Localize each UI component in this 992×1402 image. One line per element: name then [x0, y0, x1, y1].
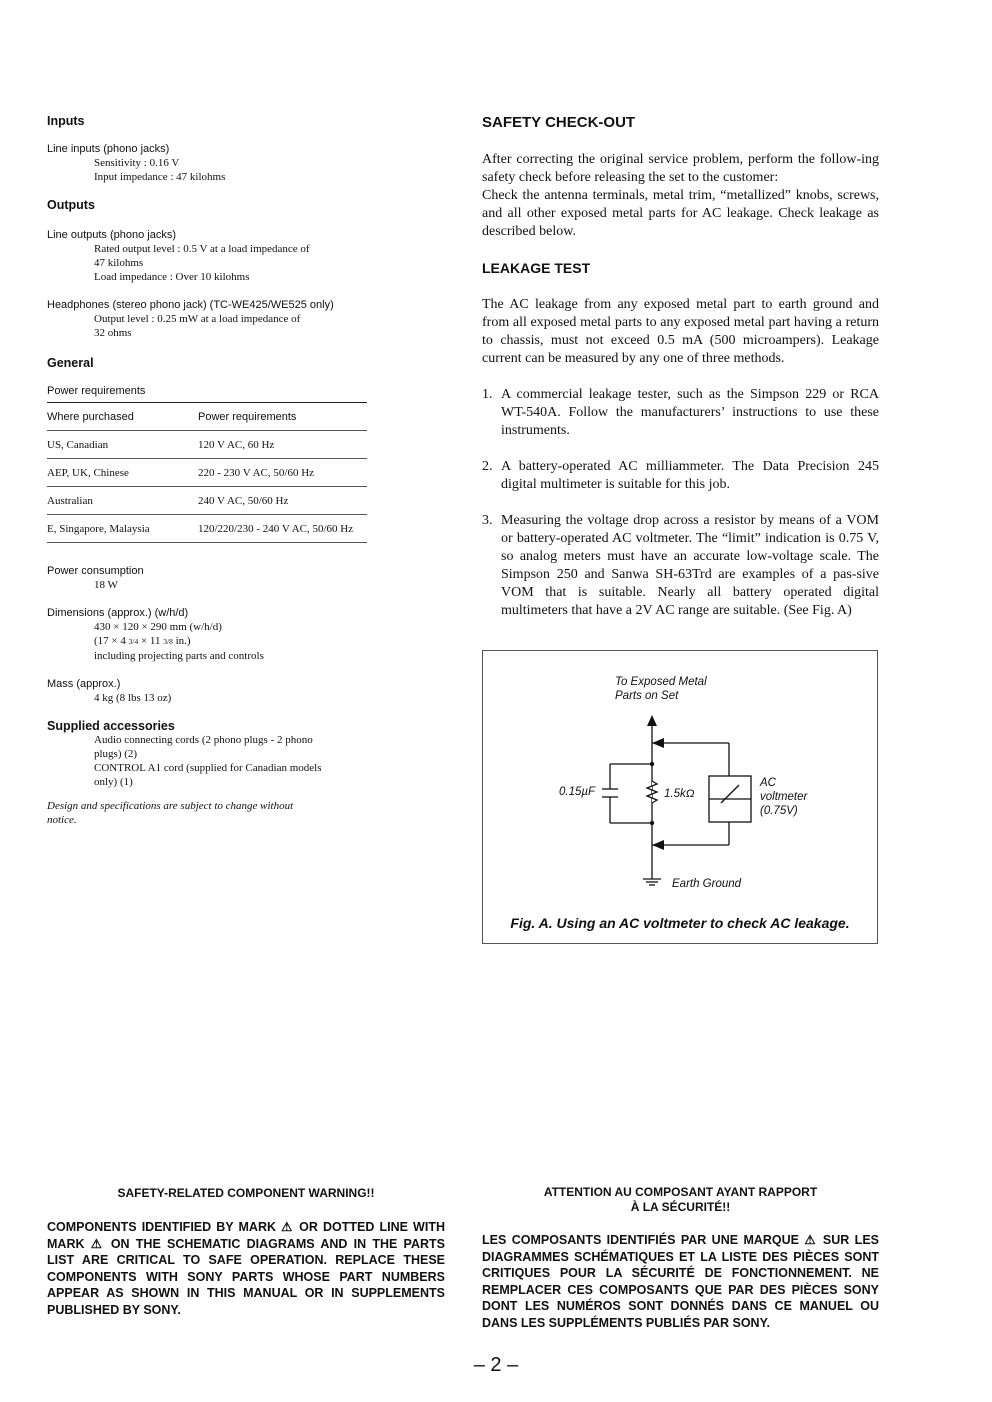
figure-caption: Fig. A. Using an AC voltmeter to check AC leakage.	[510, 915, 850, 931]
input-sensitivity: Sensitivity : 0.16 V	[94, 157, 180, 169]
safety-warning-english	[47, 1186, 445, 1318]
table-cell: 240 V AC, 50/60 Hz	[198, 487, 367, 515]
general-heading: General	[47, 356, 94, 370]
table-cell: AEP, UK, Chinese	[47, 459, 198, 487]
left-arrow-top	[652, 738, 664, 748]
warning-title-line-2: À LA SÉCURITÉ!!	[630, 1200, 731, 1214]
table-row	[47, 487, 367, 515]
table-row	[47, 515, 367, 543]
dimensions-block	[47, 606, 377, 663]
power-consumption-value: 18 W	[94, 579, 118, 591]
power-consumption-label: Power consumption	[47, 565, 144, 577]
method-item: 3. Measuring the voltage drop across a resistor by means of a VOM or battery-operated AC voltmeter. The “limit” indication is 0.75 V, so analog meters must have an accurate low-voltage scale. The Simpson 250 and Sanwa SH-63Trd are examples of a pas-sive VOM that is suitable. Nearly all battery operated digital multimeters that have a 2V AC range are suitable. (See Fig. A)	[482, 513, 879, 618]
power-requirements-label: Power requirements	[47, 385, 146, 397]
mass-value: 4 kg (8 lbs 13 oz)	[94, 692, 172, 704]
accessories-list	[47, 733, 377, 789]
mass-label: Mass (approx.)	[47, 678, 121, 690]
headphones-label: Headphones (stereo phono jack) (TC-WE425/WE525 only)	[47, 299, 334, 311]
line-inputs-block	[47, 142, 377, 184]
table-header-cell: Where purchased	[47, 403, 198, 431]
table-cell: Australian	[47, 487, 198, 515]
resistor-symbol	[647, 781, 657, 803]
resistor-label: 1.5kΩ	[664, 788, 695, 800]
line-inputs-label: Line inputs (phono jacks)	[47, 143, 170, 155]
outputs-heading: Outputs	[47, 198, 95, 212]
table-cell: 120 V AC, 60 Hz	[198, 431, 367, 459]
dimensions-note: including projecting parts and controls	[94, 650, 264, 662]
headphones-block	[47, 298, 377, 340]
junction-dot	[650, 821, 654, 825]
safety-intro-check: Check the antenna terminals, metal trim, “metallized” knobs, screws, and all other exposed metal parts for AC leakage. Check leakage as described below.	[482, 188, 879, 239]
mass-block	[47, 677, 377, 705]
safety-warning-french	[482, 1185, 879, 1331]
voltmeter-label: AC voltmeter (0.75V)	[760, 777, 808, 817]
warning-body: LES COMPOSANTS IDENTIFIÉS PAR UNE MARQUE ⚠ SUR LES DIAGRAMMES SCHÉMATIQUES ET LA LISTE DES PIÈCES SONT CRITIQUES POUR LA SÉCURITÉ DE FONCTIONNEMENT. NE REMPLACER CES COMPOSANTS QUE PAR DES PIÈCES SONY DONT LES NUMÉROS SONT DONNÉS DANS CE MANUEL OU DANS LES SUPPLÉMENTS PUBLIÉS PAR SONY.	[482, 1233, 879, 1330]
rated-output-level: Rated output level : 0.5 V at a load impedance of	[94, 243, 310, 255]
voltmeter-needle	[721, 785, 739, 803]
table-row	[47, 459, 367, 487]
warning-title-line-1: ATTENTION AU COMPOSANT AYANT RAPPORT	[543, 1185, 818, 1199]
accessory-item: CONTROL A1 cord (supplied for Canadian models	[94, 762, 322, 774]
table-cell: US, Canadian	[47, 431, 198, 459]
warning-title: SAFETY-RELATED COMPONENT WARNING!!	[117, 1186, 375, 1200]
warning-body: COMPONENTS IDENTIFIED BY MARK ⚠ OR DOTTED LINE WITH MARK ⚠ ON THE SCHEMATIC DIAGRAMS AND IN THE PARTS LIST ARE CRITICAL TO SAFE OPERATION. REPLACE THESE COMPONENTS WITH SONY PARTS WHOSE PART NUMBERS APPEAR AS SHOWN IN THIS MANUAL OR IN SUPPLEMENTS PUBLISHED BY SONY.	[47, 1220, 445, 1317]
power-requirements-table	[47, 402, 367, 543]
earth-ground-label: Earth Ground	[672, 878, 742, 890]
dimensions-metric: 430 × 120 × 290 mm (w/h/d)	[94, 621, 222, 633]
safety-heading: SAFETY CHECK-OUT	[482, 114, 636, 131]
specifications-column	[47, 114, 377, 827]
safety-column	[482, 114, 879, 620]
method-item: 1. A commercial leakage tester, such as the Simpson 229 or RCA WT-540A. Follow the manufacturers’ instructions to use these instruments.	[482, 387, 879, 438]
junction-dot	[650, 762, 654, 766]
power-consumption-block	[47, 564, 377, 592]
up-arrow	[647, 715, 657, 726]
page-number: – 2 –	[473, 1354, 519, 1376]
line-outputs-label: Line outputs (phono jacks)	[47, 229, 177, 241]
table-row	[47, 431, 367, 459]
capacitor-label: 0.15µF	[559, 786, 596, 798]
method-item: 2. A battery-operated AC milliammeter. The Data Precision 245 digital multimeter is suitable for this job.	[482, 459, 879, 492]
leakage-heading: LEAKAGE TEST	[482, 260, 591, 276]
headphone-output-impedance: 32 ohms	[94, 327, 132, 339]
headphone-output-level: Output level : 0.25 mW at a load impedance of	[94, 313, 301, 325]
inputs-heading: Inputs	[47, 114, 85, 128]
accessory-item-cont: plugs) (2)	[94, 748, 138, 760]
input-impedance: Input impedance : 47 kilohms	[94, 171, 226, 183]
dimensions-label: Dimensions (approx.) (w/h/d)	[47, 607, 189, 619]
specification-note: Design and specifications are subject to change without notice.	[47, 800, 294, 826]
accessory-item-cont: only) (1)	[94, 776, 133, 788]
table-header-cell: Power requirements	[198, 403, 367, 431]
load-impedance: Load impedance : Over 10 kilohms	[94, 271, 250, 283]
safety-intro: After correcting the original service problem, perform the follow-ing safety check before releasing the set to the customer:	[482, 152, 879, 185]
leakage-description: The AC leakage from any exposed metal part to earth ground and from all exposed metal parts to any exposed metal part having a return to chassis, must not exceed 0.5 mA (500 microampers). Leakage current can be measured by any one of three methods.	[482, 297, 879, 366]
table-cell: 120/220/230 - 240 V AC, 50/60 Hz	[198, 515, 367, 543]
rated-output-impedance: 47 kilohms	[94, 257, 144, 269]
accessory-item: Audio connecting cords (2 phono plugs - 2 phono	[94, 734, 313, 746]
left-arrow-bottom	[652, 840, 664, 850]
table-cell: E, Singapore, Malaysia	[47, 515, 198, 543]
table-header-row	[47, 403, 367, 431]
line-outputs-block	[47, 228, 377, 284]
dimensions-imperial: (17 × 4 3/4 × 11 3/8 in.)	[94, 635, 191, 647]
figure-a-ac-voltmeter	[482, 650, 878, 944]
table-cell: 220 - 230 V AC, 50/60 Hz	[198, 459, 367, 487]
exposed-metal-label: To Exposed Metal Parts on Set	[615, 676, 707, 702]
accessories-heading: Supplied accessories	[47, 719, 175, 733]
